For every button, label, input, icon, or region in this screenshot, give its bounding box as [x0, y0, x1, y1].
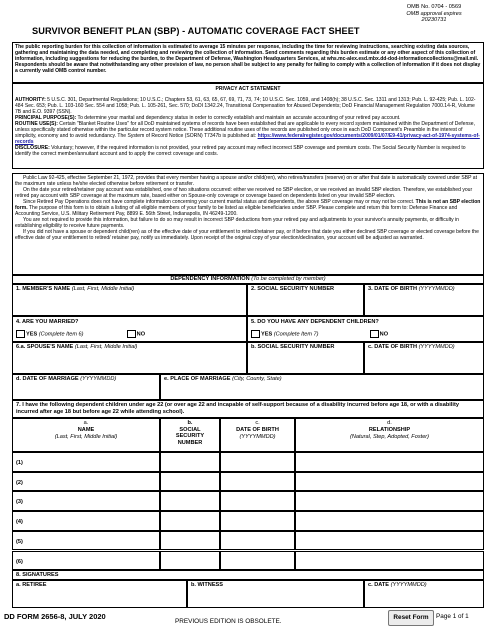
child-row-name-field[interactable] — [12, 491, 160, 511]
child-row-dob-field[interactable] — [220, 551, 295, 571]
child-row-dob-field[interactable] — [220, 511, 295, 531]
child-row-dob-field[interactable] — [220, 491, 295, 511]
instructions-p5: If you did not have a spouse or dependent child(ren) as of the effective date of your entitlement to retired/retainer pay, or if before that date you either declined SBP coverage or elected coverage before the effective date of your entitlement to retired/ retainer pay, notify us immediately. Upon receipt of the original copy of your election/declination, your account will be adjusted as warranted. — [15, 229, 479, 241]
children-no-checkbox[interactable] — [370, 330, 379, 338]
child-row-number: (3) — [16, 499, 23, 506]
child-row-relationship-field[interactable] — [295, 551, 484, 571]
child-row-relationship-field[interactable] — [295, 491, 484, 511]
child-row-relationship-field[interactable] — [295, 472, 484, 492]
page-number: Page 1 of 1 — [436, 613, 469, 620]
child-row-ssn-field[interactable] — [160, 472, 220, 492]
privacy-act-statement — [12, 83, 484, 169]
spouse-name-field[interactable]: 6.a. SPOUSE'S NAME (Last, First, Middle Initial) — [12, 342, 247, 374]
child-row-ssn-field[interactable] — [160, 452, 220, 472]
child-row-number: (6) — [16, 558, 23, 565]
child-row-number: (4) — [16, 519, 23, 526]
dependency-header: DEPENDENCY INFORMATION (To be completed by member) — [12, 274, 484, 284]
child-row-relationship-field[interactable] — [295, 531, 484, 551]
omb-date: 20230731 — [421, 17, 447, 24]
spouse-ssn-field[interactable]: b. SOCIAL SECURITY NUMBER — [247, 342, 364, 374]
col-header-relationship: d. RELATIONSHIP (Natural, Step, Adopted, Foster) — [295, 418, 484, 452]
reset-form-button[interactable]: Reset Form — [388, 610, 434, 626]
instructions — [12, 173, 484, 276]
col-header-name: a. NAME (Last, First, Middle Initial) — [12, 418, 160, 452]
child-row-dob-field[interactable] — [220, 472, 295, 492]
spouse-dob-field[interactable]: c. DATE OF BIRTH (YYYYMMDD) — [364, 342, 484, 374]
married-no-checkbox[interactable] — [127, 330, 136, 338]
witness-signature-field[interactable]: b. WITNESS — [187, 580, 364, 608]
child-row-relationship-field[interactable] — [295, 511, 484, 531]
child-row-relationship-field[interactable] — [295, 452, 484, 472]
instructions-p2: On the date your retired/retainer pay account was established, one of two situations occurred: either we received no SBP election, or we received an invalid SBP election. Therefore, we established your retired pay account with SBP coverage at the maximum rate, based either on Spouse-only coverage or coverage based on dependents listed on your invalid SBP election. — [15, 187, 473, 199]
children-question: 5. DO YOU HAVE ANY DEPENDENT CHILDREN? YES (Complete Item 7) NO — [247, 316, 484, 342]
marriage-place-field[interactable]: e. PLACE OF MARRIAGE (City, County, State) — [160, 374, 484, 400]
child-row-ssn-field[interactable] — [160, 491, 220, 511]
retiree-signature-field[interactable]: a. RETIREE — [12, 580, 187, 608]
privacy-act-title: PRIVACY ACT STATEMENT — [215, 86, 281, 92]
privacy-purpose: PRINCIPAL PURPOSE(S): To determine your marital and dependency status in order to correctly establish and maintain an accurate accounting of your retired pay account. — [15, 115, 401, 121]
child-row-ssn-field[interactable] — [160, 531, 220, 551]
child-row-name-field[interactable] — [12, 472, 160, 492]
child-row-name-field[interactable] — [12, 452, 160, 472]
married-yes-checkbox[interactable] — [16, 330, 25, 338]
signatures-header: 8. SIGNATURES — [12, 570, 484, 580]
member-ssn-field[interactable]: 2. SOCIAL SECURITY NUMBER — [247, 284, 364, 316]
child-row-dob-field[interactable] — [220, 531, 295, 551]
instructions-p1: Public Law 92-425, effective September 21, 1972, provides that every member having a spouse and/or child(ren), who retires/transfers (reserve) on or after that date is automatically covered under SBP at the maximum rate unless he/she elected otherwise before retirement or transfer. — [15, 175, 477, 187]
form-id: DD FORM 2656-8, JULY 2020 — [4, 612, 106, 621]
instructions-p4: You are not required to provide this information, but failure to do so may result in incorrect SBP deductions from your retired pay and adjustments to your survivor's annuity payments, or difficulty in establishing eligibility to receive future payments. — [15, 217, 459, 229]
child-row-number: (1) — [16, 460, 23, 466]
omb-info — [384, 4, 484, 24]
omb-approval: OMB approval expires — [406, 10, 462, 17]
member-dob-field[interactable]: 3. DATE OF BIRTH (YYYYMMDD) — [364, 284, 484, 316]
child-row-name-field[interactable] — [12, 551, 160, 571]
omb-number: OMB No. 0704 - 0569 — [406, 4, 462, 10]
marriage-date-field[interactable]: d. DATE OF MARRIAGE (YYYYMMDD) — [12, 374, 160, 400]
signature-date-field[interactable]: c. DATE (YYYYMMDD) — [364, 580, 484, 608]
col-header-ssn: b. SOCIAL SECURITY NUMBER — [160, 418, 220, 452]
child-row-name-field[interactable] — [12, 511, 160, 531]
dependency-table — [12, 274, 484, 634]
child-row-number: (5) — [16, 538, 23, 545]
child-row-number: (2) — [16, 479, 23, 486]
children-statement: 7. I have the following dependent children under age 22 (or over age 22 and incapable of self-support because of a disability incurred before age 18, or with a disability incurred after age 18 but before age 22 while attending school). — [12, 400, 484, 418]
col-header-dob: c. DATE OF BIRTH (YYYYMMDD) — [220, 418, 295, 452]
child-row-ssn-field[interactable] — [160, 511, 220, 531]
privacy-routine-uses: ROUTINE USE(S): Certain "Blanket Routine Uses" for all DoD maintained systems of records have been established that are applicable to every record system maintained within the Department of Defense, unless specifically stated otherwise within the particular record system notice. These additional routine uses of the records are published only once in each DoD Component's Preamble in the interest of simplicity, economy and to avoid redundancy. The System of Record Notice (SORN) T7347b is published at: https://www.federalregister.gov/documents/2009/01/07/E9-41/privacy-act-of-1974-systems-of-records — [15, 121, 480, 145]
member-name-field[interactable]: 1. MEMBER'S NAME (Last, First, Middle Initial) — [12, 284, 247, 316]
children-yes-checkbox[interactable] — [251, 330, 260, 338]
married-question: 4. ARE YOU MARRIED? YES (Complete Item 6) NO — [12, 316, 247, 342]
burden-statement: The public reporting burden for this collection of information is estimated to average 15 minutes per response, including the time for reviewing instructions, searching existing data sources, gathering and maintaining the data needed, and completing and reviewing the collection of information. Send comments regarding this burden estimate or any other aspect of this collection of information, including suggestions for reducing the burden, to the Department of Defense, Washington Headquarters Services, at whs.mc-alex.esd.mbx.dd-dod-informationcollections@mail.mil. Respondents should be aware that notwithstanding any other provision of law, no person shall be subject to any penalty for failing to comply with a collection of information if it does not display a currently valid OMB control number. — [12, 42, 484, 83]
sorn-link[interactable]: https://www.federalregister.gov/documents/2009/01/07/E9-41/privacy-act-of-1974-systems-of-records — [15, 133, 480, 145]
obsolete-notice: PREVIOUS EDITION IS OBSOLETE. — [175, 618, 282, 625]
form-title: SURVIVOR BENEFIT PLAN (SBP) - AUTOMATIC COVERAGE FACT SHEET — [32, 26, 360, 36]
child-row-ssn-field[interactable] — [160, 551, 220, 571]
privacy-authority: AUTHORITY: 5 U.S.C. 301, Departmental Regulations; 10 U.S.C.; Chapters 53, 61, 63, 65, 67, 69, 71, 73, 74; 10 U.S.C. Sec. 1059, and 1408(h); 38 U.S.C. Sec. 1311 and 1313; Pub. L. 92-425; Pub. L. 102-484 Sec. 653; Pub. L. 103-160 Sec. 554 and 1058; Pub. L. 105-261, Sec. 570; DoDI 1342.24, Transitional Compensation for Abused Dependents; DoD Financial Management Regulation 7000.14-R, Volume 7B and E.O. 9397 (SSN). — [15, 97, 476, 115]
child-row-name-field[interactable] — [12, 531, 160, 551]
instructions-p3: Since Retired Pay Operations does not have complete information concerning your current marital status and dependents, the above SBP coverage may or may not be correct. This is not an SBP election form. The purpose of this form is to obtain a listing of all eligible members of your family to be listed as eligible beneficiaries under SBP. Please complete and return this form to: Defense Finance and Accounting Service, U.S. Military Retirement Pay, 8899 E. 56th Street, Indianapolis, IN 46249-1200. — [15, 199, 481, 217]
child-row-dob-field[interactable] — [220, 452, 295, 472]
privacy-disclosure: DISCLOSURE: Voluntary; however, if the required information is not provided, your retired pay account may reflect incorrect SBP coverage and premium costs. The Social Security Number is required to identify the correct member/annuitant account and to apply the correct coverage and costs. — [15, 145, 466, 157]
